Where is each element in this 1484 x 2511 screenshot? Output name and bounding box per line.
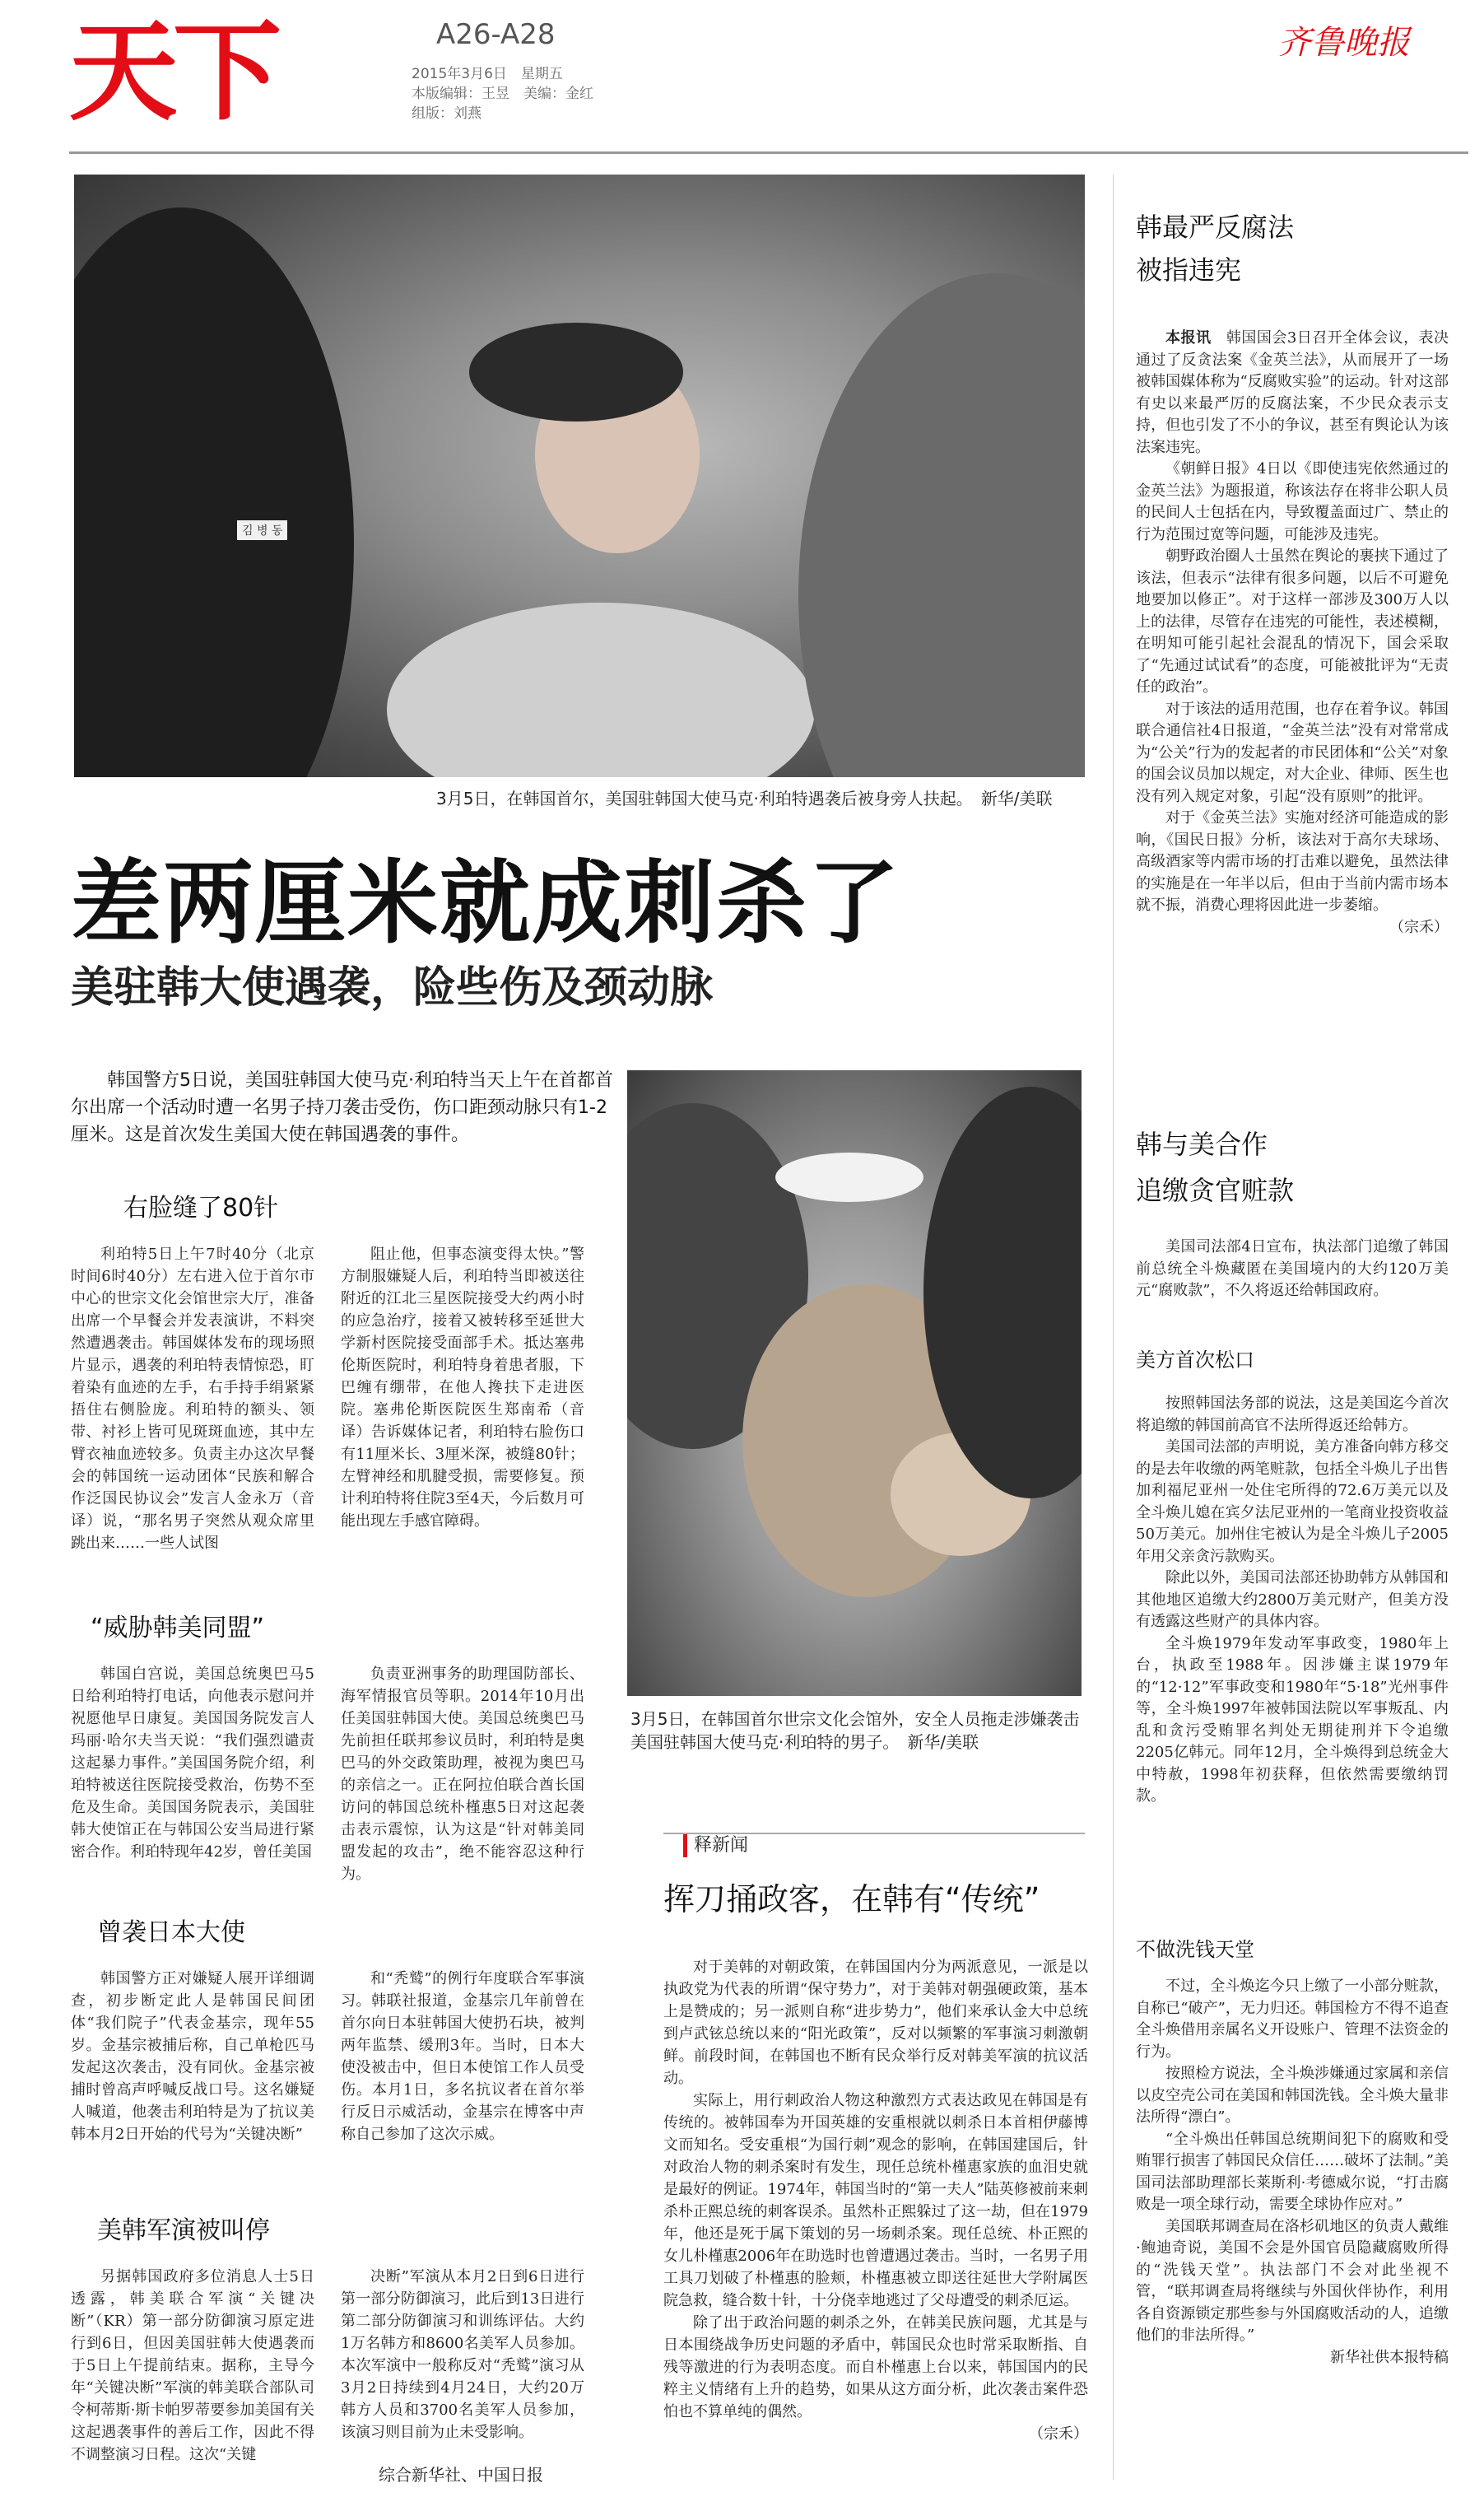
lead-paragraph: 韩国警方5日说，美国驻韩国大使马克·利珀特当天上午在首都首尔出席一个活动时遭一名男子持刀袭击受伤，伤口距颈动脉只有1-2厘米。这是首次发生美国大使在韩国遇袭的事件。 <box>71 1070 613 1145</box>
sidebar-1-title-line-1: 韩最严反腐法 <box>1136 212 1295 243</box>
section-4-source-credit: 综合新华社、中国日报 <box>379 2465 543 2485</box>
sidebar-1-title-line-2: 被指违宪 <box>1136 254 1242 286</box>
sidebar-2-paragraph: 全斗焕1979年发动军事政变，1980年上台，执政至1988年。因涉嫌主谋1979年的“12·12”军事政变和1980年“5·18”光州事件等，全斗焕1997年被韩国法院以军事叛乱、内乱和贪污受贿罪名判处无期徒刑并下令追缴2205亿韩元。同年12月，全斗焕得到总统金大中特赦，1998年初获释，但依然需要缴纳罚款。 <box>1136 1634 1449 1805</box>
sidebar-1-credit: （宗禾） <box>1389 918 1449 936</box>
photo-figure-hair <box>469 323 683 422</box>
sidebar-2-body-tail <box>1136 1976 1449 2369</box>
sidebar-2-paragraph: 美国联邦调查局在洛杉矶地区的负责人戴维·鲍迪奇说，美国不会是外国官员隐藏腐败所得的“洗钱天堂”。执法部门不会对此坐视不管，“联邦调查局将继续与外国伙伴协作，利用各自资源锁定那些参与外国腐败活动的人，追缴他们的非法所得。” <box>1136 2217 1449 2344</box>
sidebar-1-paragraph: 对于该法的适用范围，也存在着争议。韩国联合通信社4日报道，“金英兰法”没有对常常成为“公关”行为的发起者的市民团体和“公关”对象的国会议员加以规定，对大企业、律师、医生也没有列入规定对象，引起“没有原则”的批评。 <box>1136 700 1449 805</box>
interp-title: 挥刀捅政客，在韩有“传统” <box>663 1881 1040 1917</box>
photo-cap <box>775 1153 923 1202</box>
section-title-face-stitches: 右脸缝了80针 <box>123 1194 279 1223</box>
masthead-rule <box>69 151 1468 154</box>
interp-paragraph: 除了出于政治问题的刺杀之外，在韩美民族问题，尤其是与日本围绕战争历史问题的矛盾中，韩国民众也时常采取断指、自残等激进的行为表明态度。而自朴槿惠上台以来，韩国国内的民粹主义情绪有上升的趋势，如果从这方面分析，此次袭击案件恐怕也不算单纯的偶然。 <box>663 2314 1088 2420</box>
sidebar-2-credit: 新华社供本报特稿 <box>1330 2348 1449 2366</box>
sidebar-divider <box>1113 175 1114 2480</box>
page-range: A26-A28 <box>436 18 556 51</box>
photo-figure-right <box>798 273 1085 777</box>
sidebar-1-paragraph: 对于《金英兰法》实施对经济可能造成的影响，《国民日报》分析，该法对于高尔夫球场、高级酒家等内需市场的打击难以避免，虽然法律的实施是在一年半以后，但由于当前内需市场本就不振，消费心理将因此进一步萎缩。 <box>1136 809 1449 914</box>
photo-figure-left <box>74 207 354 777</box>
sidebar-2-paragraph: 美国司法部4日宣布，执法部门追缴了韩国前总统全斗焕藏匿在美国境内的大约120万美元“腐败款”，不久将返还给韩国政府。 <box>1136 1238 1449 1299</box>
sidebar-1-paragraph: 朝野政治圈人士虽然在舆论的裹挟下通过了该法，但表示“法律有很多问题，以后不可避免地要加以修正”。对于这样一部涉及300万人以上的法律，尽管存在违宪的可能性，表述模糊，在明知可能引起社会混乱的情况下，国会采取了“先通过试试看”的态度，可能被批评为“无责任的政治”。 <box>1136 547 1449 696</box>
sidebar-2-title-line-2: 追缴贪官赃款 <box>1136 1175 1295 1206</box>
photo-name-tag: 김 병 동 <box>237 520 287 540</box>
main-subhead: 美驻韩大使遇袭，险些伤及颈动脉 <box>71 963 714 1013</box>
photo-1-caption: 3月5日，在韩国首尔，美国驻韩国大使马克·利珀特遇袭后被身旁人扶起。 新华/美联 <box>436 789 1053 808</box>
section-4-column-a: 另据韩国政府多位消息人士5日透露，韩美联合军演“关键决断”（KR）第一部分防御演习原定进行到6日，但因美国驻韩大使遇袭而于5日上午提前结束。据称，主导今年“关键决断”军演的韩美联合部队司令柯蒂斯·斯卡帕罗蒂要参加美国有关这起遇袭事件的善后工作，因此不得不调整演习日程。这次“关键 <box>71 2268 314 2463</box>
section-4-column-b: 决断”军演从本月2日到6日进行第一部分防御演习，此后到13日进行第二部分防御演习和训练评估。大约1万名韩方和8600名美军人员参加。本次军演中一般称反对“秃鹫”演习从3月2日持续到4月24日，大约20万韩方人员和3700名美军人员参加，该演习则目前为止未受影响。 <box>341 2268 584 2441</box>
sidebar-2-subhead-no-haven: 不做洗钱天堂 <box>1136 1938 1254 1961</box>
newspaper-logo: 齐鲁晚报 <box>1278 24 1410 62</box>
section-2-column-b: 负责亚洲事务的助理国防部长、海军情报官员等职。2014年10月出任美国驻韩国大使。美国总统奥巴马先前担任联邦参议员时，利珀特是奥巴马的外交政策助理，被视为奥巴马的亲信之一。正在阿拉伯联合酋长国访问的韩国总统朴槿惠5日对这起袭击表示震惊，认为这是“针对韩美同盟发起的攻击”，绝不能容忍这种行为。 <box>341 1665 584 1883</box>
main-headline: 差两厘米就成刺杀了 <box>71 850 900 956</box>
section-1-column-b: 阻止他，但事态演变得太快。”警方制服嫌疑人后，利珀特当即被送往附近的江北三星医院接受大约两小时的应急治疗，接着又被转移至延世大学新村医院接受面部手术。抵达塞弗伦斯医院时，利珀特身着患者服，下巴缠有绷带，在他人搀扶下走进医院。塞弗伦斯医院医生郑南希（音译）告诉媒体记者，利珀特右脸伤口有11厘米长、3厘米深，被缝80针；左臂神经和肌腱受损，需要修复。预计利珀特将住院3至4天，今后数月可能出现左手感官障碍。 <box>341 1246 584 1530</box>
interp-body <box>663 1956 1088 2445</box>
interp-credit: （宗禾） <box>1029 2425 1088 2443</box>
sidebar-2-paragraph: “全斗焕出任韩国总统期间犯下的腐败和受贿罪行损害了韩国民众信任……破坏了法制。”美国司法部助理部长莱斯利·考德威尔说，“打击腐败是一项全球行动，需要全球协作应对。” <box>1136 2130 1449 2213</box>
sidebar-2-body-intro <box>1136 1237 1449 1302</box>
section-2-column-a: 韩国白宫说，美国总统奥巴马5日给利珀特打电话，向他表示慰问并祝愿他早日康复。美国国务院发言人玛丽·哈尔夫当天说：“我们强烈谴责这起暴力事件。”美国国务院介绍，利珀特被送往医院接受救治，伤势不至危及生命。美国国务院表示，美国驻韩大使馆正在与韩国公安当局进行紧密合作。利珀特现年42岁，曾任美国 <box>71 1665 314 1861</box>
section-title-japan-ambassador: 曾袭日本大使 <box>97 1918 245 1947</box>
section-3-column-b: 和“秃鹫”的例行年度联合军事演习。韩联社报道，金基宗几年前曾在首尔向日本驻韩国大使扔石块，被判两年监禁、缓刑3年。当时，日本大使没被击中，但日本使馆工作人员受伤。本月1日，多名抗议者在首尔举行反日示威活动，金基宗在博客中声称自己参加了这次示威。 <box>341 1970 584 2143</box>
sidebar-2-paragraph: 不过，全斗焕迄今只上缴了一小部分赃款，自称已“破产”，无力归还。韩国检方不得不追查全斗焕借用亲属名义开设账户、管理不法资金的行为。 <box>1136 1978 1449 2061</box>
byline-label: 本报讯 <box>1165 329 1212 347</box>
photo-2-caption: 3月5日，在韩国首尔世宗文化会馆外，安全人员拖走涉嫌袭击美国驻韩国大使马克·利珀特的男子。 新华/美联 <box>630 1709 1080 1752</box>
sidebar-2-paragraph: 按照检方说法，全斗焕涉嫌通过家属和亲信以皮空壳公司在美国和韩国洗钱。全斗焕大量非法所得“漂白”。 <box>1136 2065 1449 2126</box>
interp-paragraph: 对于美韩的对朝政策，在韩国国内分为两派意见，一派是以执政党为代表的所谓“保守势力”，对于美韩对朝强硬政策，基本上是赞成的；另一派则自称“进步势力”，他们来承认金大中总统到卢武铉总统以来的“阳光政策”，反对以频繁的军事演习刺激朝鲜。前段时间，在韩国也不断有民众举行反对韩美军演的抗议活动。 <box>663 1959 1088 2087</box>
editor-credits: 本版编辑：王昱 美编：金红 <box>412 86 593 102</box>
sidebar-1-paragraph: 《朝鲜日报》4日以《即使违宪依然通过的金英兰法》为题报道，称该法存在将非公职人员的民间人士包括在内，导致覆盖面过广、禁止的行为范围过宽等问题，可能涉及违宪。 <box>1136 460 1449 543</box>
section-3-column-a: 韩国警方正对嫌疑人展开详细调查，初步断定此人是韩国民间团体“我们院子”代表金基宗，现年55岁。金基宗被捕后称，自己单枪匹马发起这次袭击，没有同伙。金基宗被捕时曾高声呼喊反战口号。这名嫌疑人喊道，他袭击利珀特是为了抗议美韩本月2日开始的代号为“关键决断” <box>71 1970 314 2143</box>
sidebar-2-title-line-1: 韩与美合作 <box>1136 1129 1268 1160</box>
section-logo: 天下 <box>69 9 277 136</box>
sidebar-2-paragraph: 美国司法部的声明说，美方准备向韩方移交的是去年收缴的两笔赃款，包括全斗焕儿子出售加利福尼亚州一处住宅所得的72.6万美元以及全斗焕儿媳在宾夕法尼亚州的一笔商业投资收益50万美元。加州住宅被认为是全斗焕儿子2005年用父亲贪污款购买。 <box>1136 1438 1449 1565</box>
photo-suspect-dragged <box>627 1070 1082 1696</box>
masthead <box>0 0 1484 156</box>
section-title-alliance-threat: “威胁韩美同盟” <box>91 1614 265 1642</box>
photo-ambassador-escorted <box>74 175 1085 777</box>
interp-paragraph: 实际上，用行刺政治人物这种激烈方式表达政见在韩国是有传统的。被韩国奉为开国英雄的安重根就以刺杀日本首相伊藤博文而知名。受安重根“为国行刺”观念的影响，在韩国建国后，针对政治人物的刺杀案时有发生，现任总统朴槿惠家族的血泪史就是最好的例证。1974年，韩国当时的“第一夫人”陆英修被前来刺杀朴正熙总统的刺客误杀。虽然朴正熙躲过了这一劫，但在1979年，他还是死于属下策划的另一场刺杀案。现任总统、朴正熙的女儿朴槿惠2006年在助选时也曾遭遇过袭击。当时，一名男子用工具刀划破了朴槿惠的脸颊，朴槿惠被立即送往延世大学附属医院急救，缝合数十针，十分侥幸地逃过了父母遭受的刺杀厄运。 <box>663 2092 1088 2309</box>
interp-label: 释新闻 <box>683 1834 748 1857</box>
issue-date: 2015年3月6日 星期五 <box>412 66 563 82</box>
sidebar-2-paragraph: 按照韩国法务部的说法，这是美国迄今首次将追缴的韩国前高官不法所得返还给韩方。 <box>1136 1395 1449 1434</box>
sidebar-1-paragraph: 本报讯 韩国国会3日召开全体会议，表决通过了反贪法案《金英兰法》，从而展开了一场被韩国媒体称为“反腐败实验”的运动。针对这部有史以来最严厉的反腐法案，不少民众表示支持，但也引发了不小的争议，甚至有舆论认为该法案违宪。 <box>1136 329 1449 456</box>
sidebar-2-paragraph: 除此以外，美国司法部还协助韩方从韩国和其他地区追缴大约2800万美元财产，但美方没有透露这些财产的具体内容。 <box>1136 1569 1449 1630</box>
sidebar-1-body <box>1136 328 1449 939</box>
sidebar-2-body-main <box>1136 1393 1449 1808</box>
section-1-column-a: 利珀特5日上午7时40分（北京时间6时40分）左右进入位于首尔市中心的世宗文化会馆世宗大厅，准备出席一个早餐会并发表演讲，不料突然遭遇袭击。韩国媒体发布的现场照片显示，遇袭的利珀特表情惊恐，盯着染有血迹的左手，右手持手绢紧紧捂住右侧脸庞。利珀特的额头、领带、衬衫上皆可见斑斑血迹，其中左臂衣袖血迹较多。负责主办这次早餐会的韩国统一运动团体“民族和解合作泛国民协议会”发言人金永万（音译）说，“那名男子突然从观众席里跳出来……一些人试图 <box>71 1246 314 1552</box>
section-title-drill-halted: 美韩军演被叫停 <box>97 2216 270 2245</box>
sidebar-2-subhead-first-release: 美方首次松口 <box>1136 1349 1254 1372</box>
layout-credits: 组版：刘燕 <box>412 105 481 122</box>
photo-hands <box>387 603 815 777</box>
